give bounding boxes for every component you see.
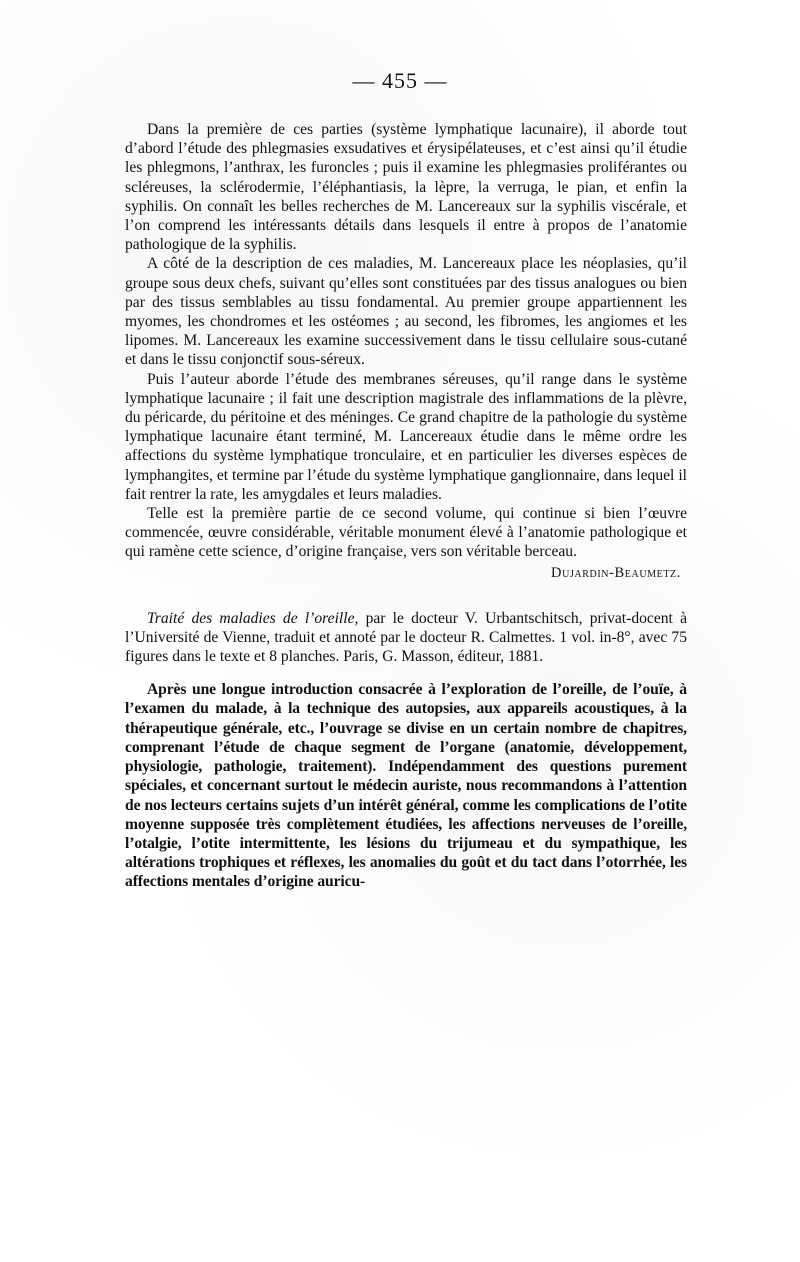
citation-gap xyxy=(125,666,687,680)
section-gap xyxy=(125,583,687,609)
book-title: Traité des maladies de l’oreille, xyxy=(147,609,359,627)
review-ear-diseases xyxy=(125,609,687,892)
paragraph-conclusion: Telle est la première partie de ce second volume, qui continue si bien l’œuvre commencée, œuvre considérable, véritable monument élevé à l’anatomie pathologique et qui ramène cette science, d’origine française, vers son véritable berceau. xyxy=(125,505,687,561)
reviewer-signature: Dujardin-Beaumetz. xyxy=(551,564,681,581)
darker-print-region xyxy=(125,680,687,891)
paragraph-ear-overview: Après une longue introduction consacrée à l’exploration de l’oreille, de l’ouïe, à l’examen du malade, à la technique des autopsies, aux appareils acoustiques, à la thérapeutique générale, etc., l’ouvrage se divise en un certain nombre de chapitres, comprenant l’étude de chaque segment de l’organe (anatomie, développement, physiologie, pathologie, traitement). Indépendamment des questions purement spéciales, et concernant surtout le médecin auriste, nous recommandons à l’attention de nos lecteurs certains sujets d’un intérêt général, comme les complications de l’otite moyenne supposée très complètement étudiées, les affections nerveuses de l’oreille, l’otalgie, l’otite intermittente, les lésions du trijumeau et du sympathique, les altérations trophiques et réflexes, les anomalies du goût et du tact dans l’otorrhée, les affections mentales d’origine auricu- xyxy=(125,681,687,891)
paragraph-serous-membranes: Puis l’auteur aborde l’étude des membranes séreuses, qu’il range dans le système lymphatique lacunaire ; il fait une description magistrale des inflammations de la plèvre, du péricarde, du péritoine et des méninges. Ce grand chapitre de la pathologie du système lymphatique lacunaire étant terminé, M. Lancereaux étudie dans le même ordre les affections du système lymphatique tronculaire, et en particulier les diverses espèces de lymphangites, et termine par l’étude du système lymphatique ganglionnaire, dans lequel il fait rentrer la rate, les amygdales et leurs maladies. xyxy=(125,370,687,503)
book-details: par le docteur V. Urbantschitsch, privat-docent à l’Université de Vienne, traduit et annoté par le docteur R. Calmettes. 1 vol. in-8°, avec 75 figures dans le texte et 8 planches. Paris, G. Masson, éditeur, 1881. xyxy=(125,609,687,666)
review-lancereaux xyxy=(125,120,687,583)
text-column xyxy=(125,120,687,892)
page-number: — 455 — xyxy=(352,68,448,93)
book-citation xyxy=(125,609,687,667)
paragraph-neoplasias: A côté de la description de ces maladies, M. Lancereaux place les néoplasies, qu’il groupe sous deux chefs, suivant qu’elles sont constituées par des tissus analogues ou bien par des tissus semblables au tissu fondamental. Au premier groupe appartiennent les myomes, les chondromes et les ostéomes ; au second, les fibromes, les angiomes et les lipomes. M. Lancereaux les examine successivement dans le tissu cellulaire sous-cutané et dans le tissu conjonctif sous-séreux. xyxy=(125,255,687,369)
paragraph-lymphatic-lacunar: Dans la première de ces parties (système lymphatique lacunaire), il aborde tout d’abord l’étude des phlegmasies exsudatives et érysipélateuses, et c’est ainsi qu’il étudie les phlegmons, l’anthrax, les furoncles ; puis il examine les phlegmasies proliférantes ou scléreuses, la sclérodermie, l’éléphantiasis, la lèpre, la verruga, le pian, et enfin la syphilis. On connaît les belles recherches de M. Lancereaux sur la syphilis viscérale, et l’on comprend les intéressants détails dans lesquels il entre à propos de l’anatomie pathologique de la syphilis. xyxy=(125,121,687,254)
